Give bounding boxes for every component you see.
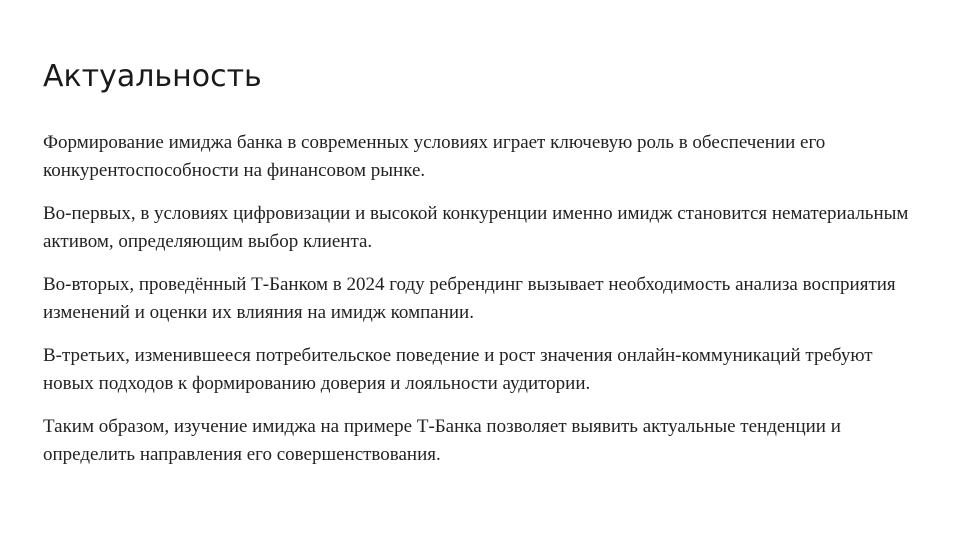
paragraph-intro: Формирование имиджа банка в современных условиях играет ключевую роль в обеспечении его конкурентоспособности на финансовом рынке. <box>43 132 826 181</box>
paragraph-first: Во-первых, в условиях цифровизации и высокой конкуренции именно имидж становится нематериальным активом, определяющим выбор клиента. <box>43 203 909 252</box>
slide-body <box>43 129 923 484</box>
slide-title: Актуальность <box>43 59 262 94</box>
paragraph-conclusion: Таким образом, изучение имиджа на примере Т-Банка позволяет выявить актуальные тенденции и определить направления его совершенствования. <box>43 416 841 465</box>
paragraph-second: Во-вторых, проведённый Т-Банком в 2024 году ребрендинг вызывает необходимость анализа восприятия изменений и оценки их влияния на имидж компании. <box>43 274 896 323</box>
paragraph-third: В-третьих, изменившееся потребительское поведение и рост значения онлайн-коммуникаций требуют новых подходов к формированию доверия и лояльности аудитории. <box>43 345 873 394</box>
